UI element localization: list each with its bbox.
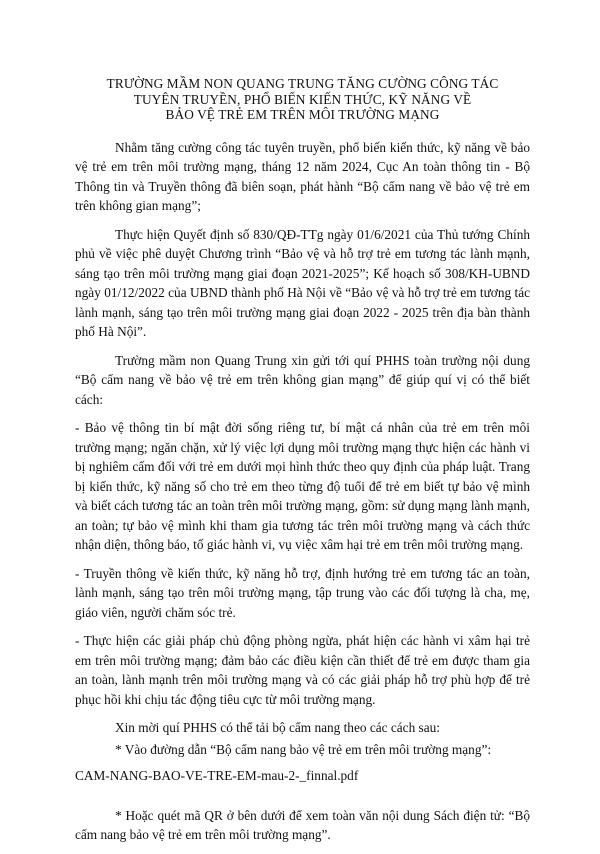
- bullet-communication: - Truyền thông về kiến thức, kỹ năng hỗ trợ, định hướng trẻ em tương tác an toàn, lành mạnh, sáng tạo trên môi trường mạng, tập trung vào các đối tượng là cha, mẹ, giáo viên, người chăm sóc trẻ.: [75, 565, 530, 620]
- bullet-prevention: - Thực hiện các giải pháp chủ động phòng ngừa, phát hiện các hành vi xâm hại trẻ em trên môi trường mạng; đảm bảo các điều kiện cần thiết để trẻ em được tham gia an toàn, lành mạnh trên môi trường mạng và có các giải pháp hỗ trợ phù hợp để trẻ phục hồi khi chịu tác động tiêu cực từ môi trường mạng.: [75, 633, 530, 707]
- link-intro: * Vào đường dẫn “Bộ cẩm nang bảo vệ trẻ em trên môi trường mạng”:: [115, 741, 492, 757]
- title-line-1: TRƯỜNG MẦM NON QUANG TRUNG TĂNG CƯỜNG CÔNG TÁC: [106, 76, 499, 91]
- decision-paragraph: Thực hiện Quyết định số 830/QĐ-TTg ngày 01/6/2021 của Thủ tướng Chính phủ về việc phê duyệt Chương trình “Bảo vệ và hỗ trợ trẻ em tương tác lành mạnh, sáng tạo trên môi trường mạng giai đoạn 2021-2025”; Kế hoạch số 308/KH-UBND ngày 01/12/2022 của UBND thành phố Hà Nội về “Bảo vệ và hỗ trợ trẻ em tương tác lành mạnh, sáng tạo trên môi trường mạng giai đoạn 2022 - 2025 trên địa bàn thành phố Hà Nội”.: [75, 226, 530, 339]
- title-line-3: BẢO VỆ TRẺ EM TRÊN MÔI TRƯỜNG MẠNG: [165, 107, 440, 122]
- intro-paragraph: Nhằm tăng cường công tác tuyên truyền, phổ biến kiến thức, kỹ năng về bảo vệ trẻ em trên môi trường mạng, tháng 12 năm 2024, Cục An toàn thông tin - Bộ Thông tin và Truyền thông đã biên soạn, phát hành “Bộ cẩm nang về bảo vệ trẻ em trên không gian mạng”;: [75, 139, 530, 213]
- qr-paragraph: * Hoặc quét mã QR ở bên dưới để xem toàn văn nội dung Sách điện tử: “Bộ cẩm nang bảo vệ trẻ em trên môi trường mạng”.: [75, 807, 530, 842]
- school-paragraph: Trường mầm non Quang Trung xin gửi tới quí PHHS toàn trường nội dung “Bộ cẩm nang về bảo vệ trẻ em trên không gian mạng” để giúp quí vị có thể biết cách:: [75, 352, 530, 407]
- bullet-protect-info: - Bảo vệ thông tin bí mật đời sống riêng tư, bí mật cá nhân của trẻ em trên môi trường mạng; ngăn chặn, xử lý việc lợi dụng môi trường mạng thực hiện các hành vi bị nghiêm cấm đối với trẻ em dưới mọi hình thức theo quy định của pháp luật. Trang bị kiến thức, kỹ năng số cho trẻ em theo từng độ tuổi để trẻ em biết tự bảo vệ mình và biết cách tương tác an toàn trên môi trường mạng, gồm: sử dụng mạng lành mạnh, an toàn; tự bảo vệ mình khi tham gia tương tác trên môi trường mạng và cách thức nhận diện, thông báo, tố giác hành vi, vụ việc xâm hại trẻ em trên môi trường mạng.: [75, 420, 530, 552]
- document-page: [75, 76, 530, 854]
- document-title: [75, 76, 530, 123]
- invite-paragraph: Xin mời quí PHHS có thể tải bộ cẩm nang theo các cách sau:: [115, 720, 440, 735]
- pdf-file-link[interactable]: CAM-NANG-BAO-VE-TRE-EM-mau-2-_finnal.pdf: [75, 768, 359, 783]
- title-line-2: TUYÊN TRUYỀN, PHỔ BIẾN KIẾN THỨC, KỸ NĂNG VỀ: [133, 91, 472, 107]
